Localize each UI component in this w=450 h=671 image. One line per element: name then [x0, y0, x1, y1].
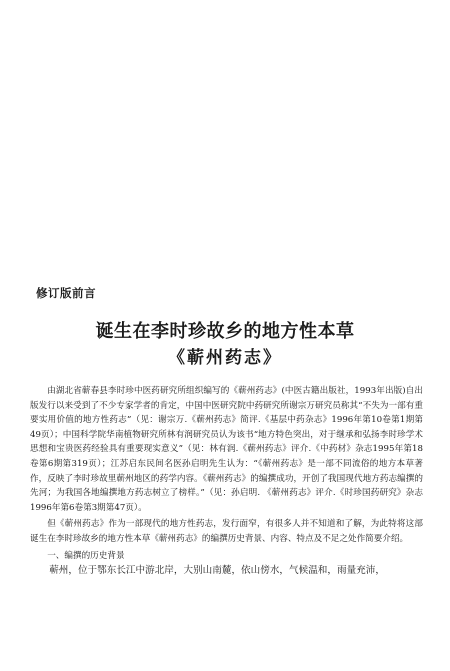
paragraph-purpose: 但《蕲州药志》作为一部现代的地方性药志，发行面窄，有很多人并不知道和了解，为此特将这部诞生在李时珍故乡的地方性本草《蕲州药志》的编撰历史背景、内容、特点及不足之处作简要介绍。 — [30, 519, 423, 544]
page-subtitle: 《蕲州药志》 — [168, 348, 282, 368]
paragraph-intro: 由湖北省蕲春县李时珍中医药研究所组织编写的《蕲州药志》(中医古籍出版社，1993年出版)自出版发行以来受到了不少专家学者的肯定，中国中医研究院中药研究所谢宗万研究员称其“不失为一部有重要实用价值的地方性药志”（见：谢宗万.《蕲州药志》简评.《基层中药杂志》1996年第10卷第1期第49页）；中国科学院华南植物研究所林有润研究员认为该书“地方特色突出，对于继承和弘扬李时珍学术思想和宝贵医药经验具有重要现实意义”（见：林有润.《蕲州药志》评介.《中药材》杂志1995年第18卷第6期第319页）；江苏启东民间名医孙启明先生认为：“《蕲州药志》是一部不同流俗的地方本草著作，反映了李时珍故里蕲州地区的药学内容。《蕲州药志》的编撰成功，开创了我国现代地方药志编撰的先河；为我国各地编撰地方药志树立了榜样。”（见：孙启明. 《蕲州药志》评介.《时珍国药研究》杂志1996年第6卷第3期第47页）。 — [30, 386, 423, 513]
paragraph-background: 蕲州，位于鄂东长江中游北岸，大别山南麓，依山傍水，气候温和，雨量充沛， — [49, 565, 385, 577]
section-label: 修订版前言 — [36, 286, 96, 300]
body-text — [30, 384, 423, 579]
section-heading: 一、编撰的历史背景 — [47, 550, 125, 561]
page-title: 诞生在李时珍故乡的地方性本草 — [95, 321, 355, 342]
